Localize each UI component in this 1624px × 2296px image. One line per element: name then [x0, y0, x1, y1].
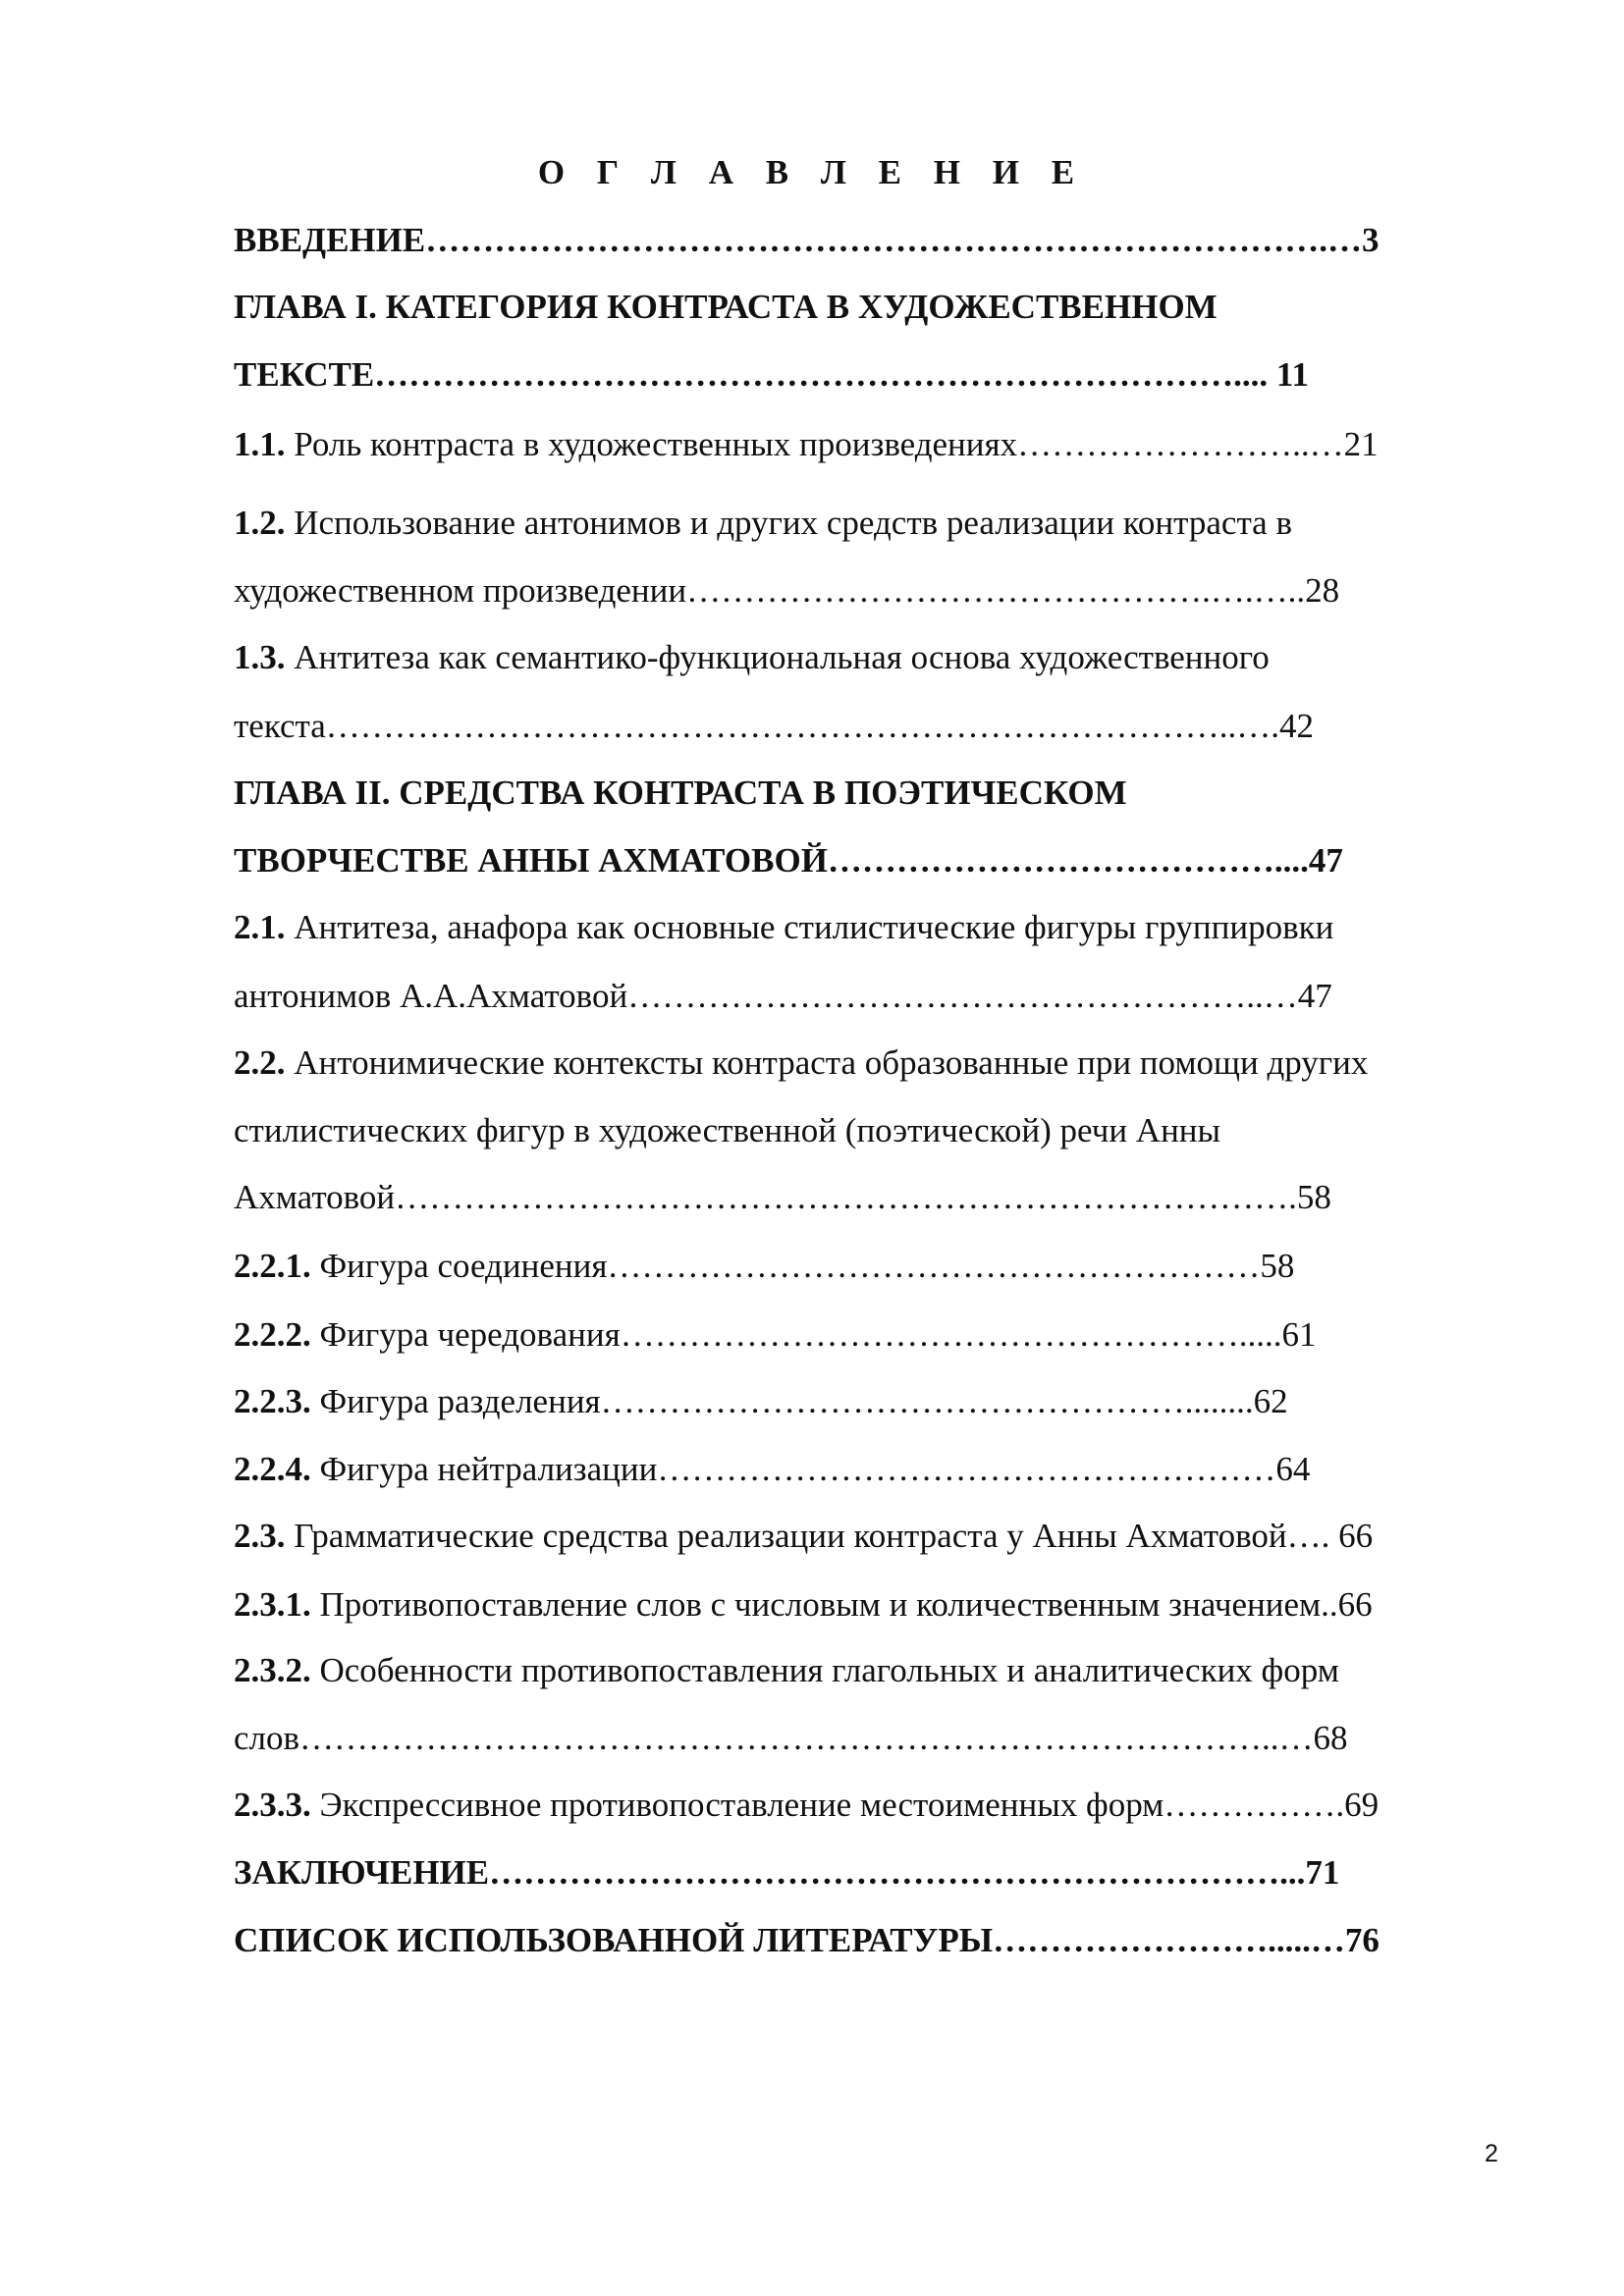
toc-entry-text: Фигура чередования……………………………………………….....61 — [310, 1315, 1317, 1354]
toc-entry-text: слов…………………………………………………………………………..…68 — [234, 1719, 1348, 1757]
toc-entry-text: Фигура соединения…………………………………………………58 — [310, 1247, 1295, 1285]
toc-entry — [234, 903, 1510, 952]
toc-entry-text: Фигура нейтрализации………………………………………………64 — [310, 1450, 1311, 1488]
toc-entry-text: ГЛАВА I. КАТЕГОРИЯ КОНТРАСТА В ХУДОЖЕСТВЕННОМ — [234, 288, 1218, 326]
toc-entry — [234, 1445, 1510, 1494]
toc-entry-text: Экспрессивное противопоставление местоименных форм…………….69 — [310, 1786, 1380, 1824]
toc-entry-number: 2.2.1. — [234, 1247, 311, 1285]
toc-entry-text: художественном произведении……………………………………….….…..28 — [234, 571, 1340, 610]
toc-entry-text: Антитеза как семантико-функциональная основа художественного — [285, 638, 1270, 676]
toc-entry-text: Ахматовой…………………………………………………………………….58 — [234, 1178, 1331, 1216]
toc-entry — [234, 350, 1510, 400]
toc-entry-text: Использование антонимов и других средств реализации контраста в — [285, 504, 1292, 542]
toc-entry-text: Роль контраста в художественных произведениях……………………..…21 — [285, 425, 1379, 463]
page-number: 2 — [1485, 2140, 1498, 2167]
toc-entry — [234, 1173, 1510, 1222]
toc-entry-text: СПИСОК ИСПОЛЬЗОВАННОЙ ЛИТЕРАТУРЫ…………………….....…76 — [234, 1921, 1380, 1959]
toc-entry-text: ТЕКСТЕ………………………………………………………………….... 11 — [234, 355, 1309, 394]
toc-entry-text: ГЛАВА II. СРЕДСТВА КОНТРАСТА В ПОЭТИЧЕСКОМ — [234, 774, 1127, 812]
toc-entry-number: 2.1. — [234, 908, 286, 946]
toc-entry-text: Особенности противопоставления глагольных и аналитических форм — [310, 1651, 1339, 1689]
toc-entry-text: Грамматические средства реализации контраста у Анны Ахматовой…. 66 — [285, 1517, 1374, 1555]
toc-entry — [234, 499, 1510, 548]
toc-entry-number: 2.2.4. — [234, 1450, 311, 1488]
toc-entry-number: 2.3.2. — [234, 1651, 311, 1689]
toc-entry-number: 2.2.3. — [234, 1382, 311, 1420]
toc-entry-number: 2.3.3. — [234, 1786, 311, 1824]
toc-entry — [234, 836, 1510, 885]
toc-entry — [234, 1039, 1510, 1088]
toc-entry-text: Противопоставление слов с числовым и количественным значением..66 — [310, 1585, 1373, 1624]
toc-entry — [234, 702, 1510, 751]
toc-entry — [234, 769, 1510, 818]
toc-entry-text: ВВЕДЕНИЕ…………………………………………………………………….…3 — [234, 221, 1380, 259]
toc-entry-text: ТВОРЧЕСТВЕ АННЫ АХМАТОВОЙ…………………………………....47 — [234, 841, 1343, 880]
toc-entry-number: 2.2. — [234, 1043, 286, 1082]
toc-entry — [234, 1714, 1510, 1763]
toc-entry — [234, 1781, 1510, 1830]
toc-entry-text: Антитеза, анафора как основные стилистические фигуры группировки — [285, 908, 1334, 946]
toc-entry — [234, 216, 1510, 265]
toc-entry-number: 1.1. — [234, 425, 286, 463]
toc-entry — [234, 633, 1510, 682]
toc-title: О Г Л А В Л Е Н И Е — [537, 153, 1087, 191]
toc-entry — [234, 1580, 1510, 1629]
toc-entry-number: 2.2.2. — [234, 1315, 311, 1354]
toc-entry — [234, 1106, 1510, 1155]
toc-entry-text: стилистических фигур в художественной (поэтической) речи Анны — [234, 1111, 1221, 1149]
toc-entry — [234, 1242, 1510, 1291]
toc-entry-number: 1.2. — [234, 504, 286, 542]
toc-entry — [234, 1848, 1510, 1897]
toc-entry — [234, 1310, 1510, 1360]
toc-entry — [234, 1512, 1510, 1561]
toc-entry — [234, 1916, 1510, 1965]
toc-entry — [234, 283, 1510, 332]
toc-entry-text: ЗАКЛЮЧЕНИЕ……………………………………………………………...71 — [234, 1853, 1340, 1892]
toc-entry-text: Антонимические контексты контраста образованные при помощи других — [285, 1043, 1369, 1082]
toc-entry-number: 2.3.1. — [234, 1585, 311, 1624]
toc-entry-number: 1.3. — [234, 638, 286, 676]
toc-entry — [234, 1377, 1510, 1426]
toc-entry — [234, 420, 1510, 469]
toc-entry-text: Фигура разделения……………………………………………........62 — [310, 1382, 1288, 1420]
toc-entry-text: антонимов А.А.Ахматовой………………………………………………..…47 — [234, 977, 1332, 1015]
toc-entry — [234, 566, 1510, 615]
toc-entry-number: 2.3. — [234, 1517, 286, 1555]
toc-entry — [234, 1646, 1510, 1695]
toc-entry-text: текста……………………………………………………………………..….42 — [234, 707, 1315, 745]
toc-entry — [234, 972, 1510, 1021]
